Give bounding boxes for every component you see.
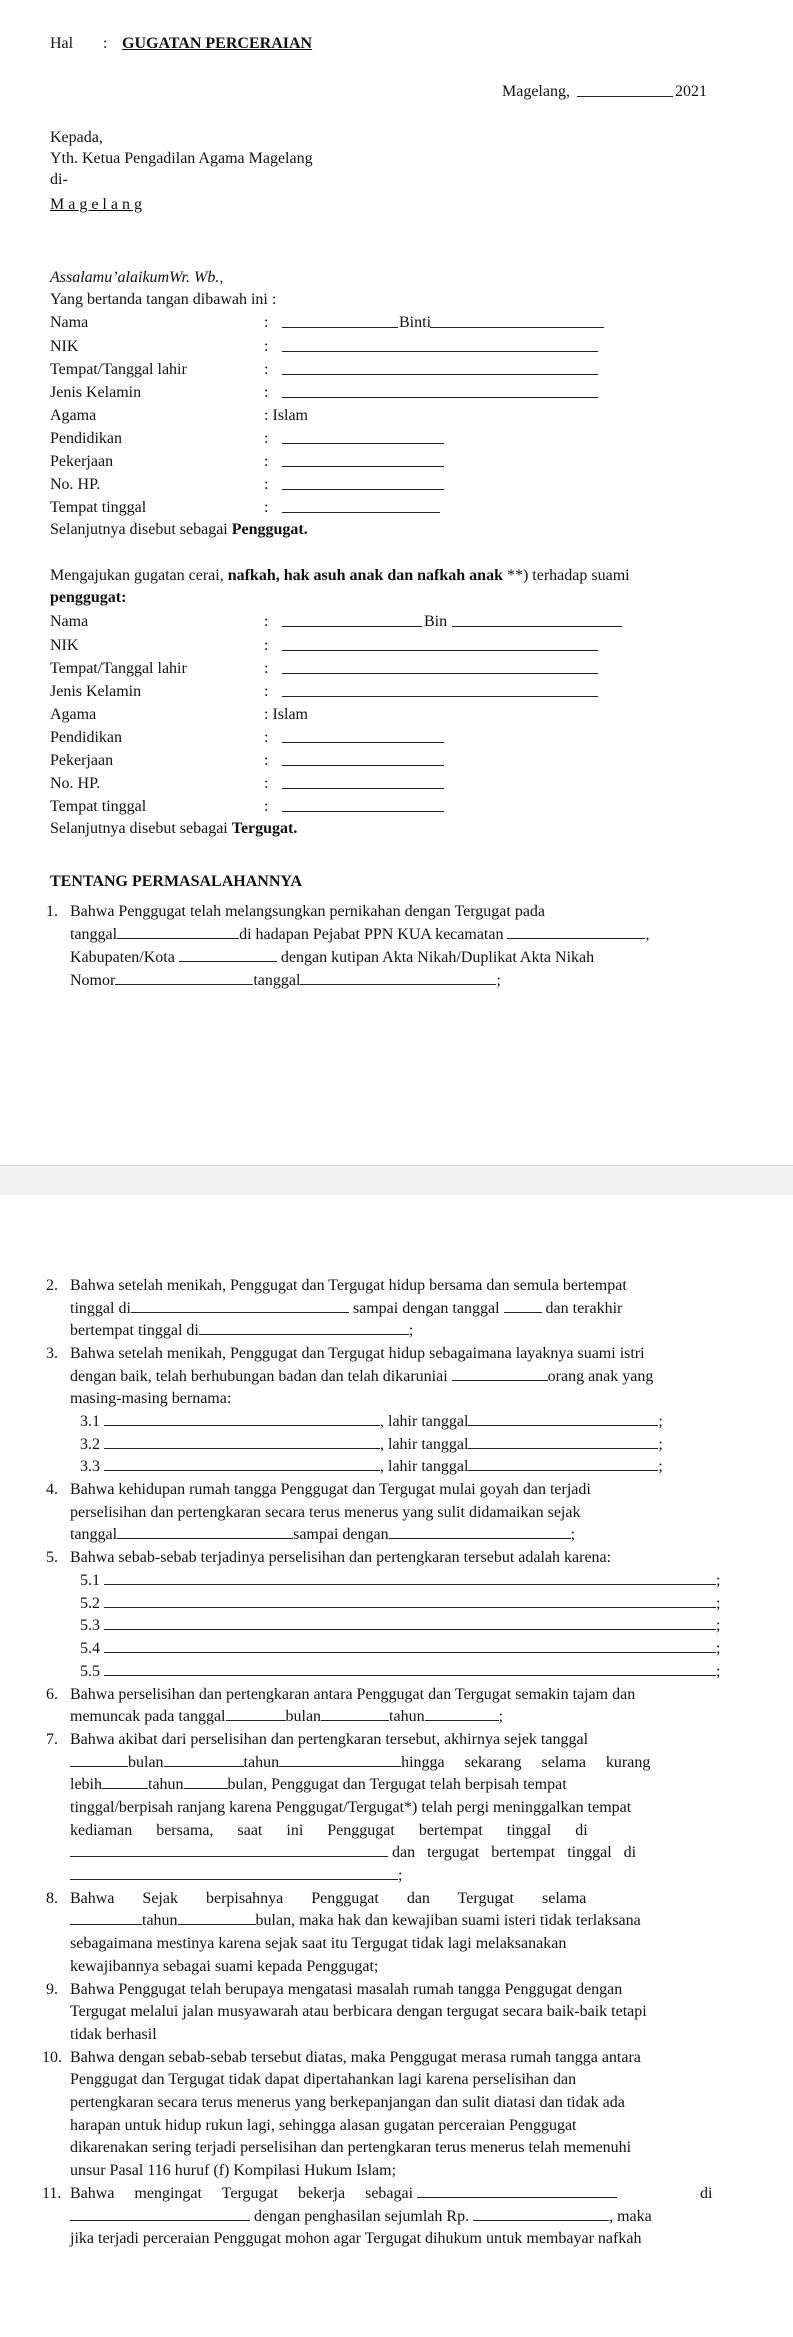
plaintiff-label-agama: Agama (50, 407, 97, 424)
item-2-line-2 (70, 1299, 622, 1319)
item-9-line-1: Bahwa Penggugat telah berupaya mengatasi masalah rumah tangga Penggugat dengan (70, 1981, 623, 1998)
item-number: 7. (46, 1731, 58, 1748)
text: ; (498, 1708, 504, 1725)
plaintiff-label-gender: Jenis Kelamin (50, 384, 142, 401)
document-page-1 (0, 0, 793, 1165)
text: ; (658, 1413, 663, 1430)
text: ; (716, 1595, 721, 1612)
item-number: 3. (46, 1345, 58, 1362)
text: tinggal di (70, 1300, 131, 1317)
defendant-education-blank (282, 729, 444, 743)
intro-text: Yang bertanda tangan dibawah ini : (50, 291, 277, 308)
text: 5.1 (80, 1572, 100, 1589)
item-8-line-4: kewajibannya sebagai suami kepada Penggugat; (70, 1958, 379, 1975)
defendant-role: Tergugat. (231, 820, 298, 837)
blank (117, 1525, 293, 1539)
text: tanggal (253, 972, 301, 989)
defendant-ttl-blank (282, 660, 598, 674)
plaintiff-father-blank (430, 314, 604, 328)
text: hingga sekarang selama kurang (401, 1754, 651, 1771)
item-6-line-1: Bahwa perselisihan dan pertengkaran antara Penggugat dan Tergugat semakin tajam dan (70, 1686, 636, 1703)
defendant-label-agama: Agama (50, 706, 97, 723)
blank (199, 1321, 409, 1335)
text: tahun (389, 1708, 425, 1725)
item-10-line-2: Penggugat dan Tergugat tidak dapat dipertahankan lagi karena perselisihan dan (70, 2071, 577, 2088)
text: , lahir tanggal (380, 1458, 469, 1475)
plaintiff-label-education: Pendidikan (50, 430, 122, 447)
text: bulan, Penggugat dan Tergugat telah berpisah tempat (227, 1776, 567, 1793)
text: sampai dengan tanggal (352, 1300, 500, 1317)
item-2-line-1: Bahwa setelah menikah, Penggugat dan Tergugat hidup bersama dan semula bertempat (70, 1277, 627, 1294)
blank (164, 1753, 244, 1767)
blank (504, 1299, 542, 1313)
item-7-line-7 (70, 1866, 402, 1886)
blank (178, 1911, 256, 1925)
hal-colon: : (103, 35, 108, 52)
plaintiff-education-blank (282, 430, 444, 444)
defendant-label-ttl: Tempat/Tanggal lahir (50, 660, 187, 677)
text: bulan, maka hak dan kewajiban suami isteri tidak terlaksana (255, 1912, 641, 1929)
blank (70, 1911, 142, 1925)
letter-year: 2021 (675, 83, 707, 100)
plaintiff-phone-blank (282, 476, 444, 490)
colon: : (264, 613, 269, 630)
text: tanggal (70, 1526, 118, 1543)
colon: : (264, 314, 269, 331)
text: 5.4 (80, 1640, 100, 1657)
item-10-line-3: pertengkaran secara terus menerus yang berkepanjangan dan sulit diatasi dan tidak ada (70, 2094, 625, 2111)
document-page-2 (0, 1195, 793, 2337)
text: 3.2 (80, 1436, 100, 1453)
text: bertempat tinggal di (70, 1322, 199, 1339)
hal-label: Hal (50, 35, 74, 52)
colon: : (264, 660, 269, 677)
blank (179, 948, 277, 962)
letter-subject: GUGATAN PERCERAIAN (122, 35, 313, 52)
text: ; (716, 1617, 721, 1634)
item-number: 6. (46, 1686, 58, 1703)
blank (70, 1753, 128, 1767)
text: 5.2 (80, 1595, 100, 1612)
item-10-line-4: harapan untuk hidup rukun lagi, sehingga alasan gugatan perceraian Penggugat (70, 2117, 577, 2134)
blank (226, 1707, 286, 1721)
colon: : (264, 499, 269, 516)
text: tanggal (70, 926, 118, 943)
plaintiff-name-blank (282, 314, 398, 328)
blank (104, 1639, 716, 1653)
colon: : (264, 775, 269, 792)
item-7-line-2 (70, 1753, 650, 1773)
text: dengan kutipan Akta Nikah/Duplikat Akta Nikah (280, 949, 595, 966)
blank (70, 2207, 250, 2221)
plaintiff-nik-blank (282, 338, 598, 352)
colon: : (264, 384, 269, 401)
plaintiff-label-phone: No. HP. (50, 476, 101, 493)
item-number: 1. (46, 903, 58, 920)
text: 5.5 (80, 1663, 100, 1680)
plaintiff-label-job: Pekerjaan (50, 453, 114, 470)
item-number: 4. (46, 1481, 58, 1498)
text: memuncak pada tanggal (70, 1708, 226, 1725)
plaintiff-label-address: Tempat tinggal (50, 499, 147, 516)
item-3-line-2 (70, 1367, 653, 1387)
plaintiff-label-ttl: Tempat/Tanggal lahir (50, 361, 187, 378)
blank (300, 971, 496, 985)
blank (104, 1616, 716, 1630)
item-7-line-1: Bahwa akibat dari perselisihan dan pertengkaran tersebut, akhirnya sejek tanggal (70, 1731, 589, 1748)
defendant-label-job: Pekerjaan (50, 752, 114, 769)
blank (468, 1412, 658, 1426)
item-7-line-6 (70, 1843, 636, 1863)
plaintiff-label-nik: NIK (50, 338, 79, 355)
defendant-phone-blank (282, 775, 444, 789)
colon: : (264, 637, 269, 654)
text: ; (658, 1436, 663, 1453)
plaintiff-closing-text: Selanjutnya disebut sebagai (50, 521, 232, 538)
text: tahun (142, 1912, 178, 1929)
plaintiff-closing (50, 520, 308, 540)
letter-place: Magelang, (502, 83, 570, 100)
defendant-address-blank (282, 798, 444, 812)
blank (507, 925, 645, 939)
defendant-job-blank (282, 752, 444, 766)
item-3-line-1: Bahwa setelah menikah, Penggugat dan Tergugat hidup sebagaimana layaknya suami istri (70, 1345, 645, 1362)
plaintiff-agama-value: : Islam (264, 407, 308, 424)
blank (389, 1525, 571, 1539)
plaintiff-address-blank (282, 499, 440, 513)
colon: : (264, 476, 269, 493)
recipient-name: Yth. Ketua Pengadilan Agama Magelang (50, 150, 313, 167)
plaintiff-role: Penggugat. (231, 521, 308, 538)
blank (104, 1435, 380, 1449)
item-11-line-1 (70, 2184, 617, 2204)
item-7-line-4: tinggal/berpisah ranjang karena Penggugat/Tergugat*) telah pergi meninggalkan tempat (70, 1799, 632, 1816)
plaintiff-label-nama: Nama (50, 314, 89, 331)
reason-row (80, 1662, 720, 1682)
blank (468, 1435, 658, 1449)
item-1-line-2 (70, 925, 649, 945)
blank (70, 1866, 398, 1880)
section-title: TENTANG PERMASALAHANNYA (50, 873, 303, 890)
defendant-father-blank (452, 613, 622, 627)
text: tahun (243, 1754, 280, 1771)
reason-row (80, 1616, 720, 1636)
text: bulan (285, 1708, 322, 1725)
defendant-label-phone: No. HP. (50, 775, 101, 792)
item-4-line-2: perselisihan dan pertengkaran secara terus menerus yang sulit didamaikan sejak (70, 1504, 581, 1521)
plaintiff-gender-blank (282, 384, 598, 398)
text: ; (716, 1572, 721, 1589)
text: dan tergugat bertempat tinggal di (392, 1844, 637, 1861)
blank (468, 1457, 658, 1471)
defendant-nik-blank (282, 637, 598, 651)
text: , (645, 926, 650, 943)
page-break (0, 1165, 793, 1197)
item-1-line-3 (70, 948, 594, 968)
child-row (80, 1412, 663, 1432)
text: dengan penghasilan sejumlah Rp. (254, 2208, 470, 2225)
text: 3.3 (80, 1458, 100, 1475)
date-blank (577, 83, 673, 97)
plaintiff-ttl-blank (282, 361, 598, 375)
text: ; (716, 1640, 721, 1657)
item-number: 8. (46, 1890, 58, 1907)
reason-row (80, 1571, 720, 1591)
defendant-label-gender: Jenis Kelamin (50, 683, 142, 700)
blank (70, 1843, 388, 1857)
item-1-line-4 (70, 971, 501, 991)
item-number: 10. (42, 2049, 62, 2066)
text: ; (570, 1526, 576, 1543)
plaintiff-job-blank (282, 453, 444, 467)
item-8-line-1: Bahwa Sejak berpisahnya Penggugat dan Tergugat selama (70, 1890, 587, 1907)
item-9-line-2: Tergugat melalui jalan musyawarah atau berbicara dengan tergugat secara baik-baik tetapi (70, 2003, 647, 2020)
item-11-line-2 (70, 2207, 652, 2227)
colon: : (264, 361, 269, 378)
blank (279, 1753, 401, 1767)
recipient-city: M a g e l a n g (50, 196, 142, 213)
colon: : (264, 683, 269, 700)
item-1-line-1: Bahwa Penggugat telah melangsungkan pernikahan dengan Tergugat pada (70, 903, 546, 920)
item-2-line-3 (70, 1321, 413, 1341)
plaintiff-binti: Binti (399, 314, 432, 331)
reason-row (80, 1594, 720, 1614)
colon: : (264, 752, 269, 769)
item-8-line-2 (70, 1911, 641, 1931)
text: sampai dengan (293, 1526, 389, 1543)
claim-text-a: Mengajukan gugatan cerai, (50, 567, 228, 584)
text: ; (716, 1663, 721, 1680)
text: lebih (70, 1776, 102, 1793)
text: , lahir tanggal (380, 1413, 469, 1430)
item-8-line-3: sebagaimana mestinya karena sejak saat itu Tergugat tidak lagi melaksanakan (70, 1935, 567, 1952)
item-10-line-6: unsur Pasal 116 huruf (f) Kompilasi Hukum Islam; (70, 2162, 397, 2179)
text: dengan baik, telah berhubungan badan dan telah dikaruniai (70, 1368, 448, 1385)
text: tahun (148, 1776, 184, 1793)
item-4-line-1: Bahwa kehidupan rumah tangga Penggugat dan Tergugat mulai goyah dan terjadi (70, 1481, 591, 1498)
blank (184, 1775, 228, 1789)
colon: : (264, 338, 269, 355)
blank (104, 1594, 716, 1608)
text: Nomor (70, 972, 116, 989)
blank (131, 1299, 349, 1313)
blank (115, 971, 253, 985)
item-4-line-3 (70, 1525, 575, 1545)
defendant-closing (50, 819, 297, 839)
item-11-line-1-di: di (700, 2185, 713, 2202)
item-7-line-3 (70, 1775, 567, 1795)
reason-row (80, 1639, 720, 1659)
child-row (80, 1435, 663, 1455)
defendant-bin: Bin (424, 613, 448, 630)
blank (117, 925, 239, 939)
text: Bahwa mengingat Tergugat bekerja sebagai (70, 2185, 414, 2202)
child-row (80, 1457, 663, 1477)
item-5-line-1: Bahwa sebab-sebab terjadinya perselisihan dan pertengkaran tersebut adalah karena: (70, 1549, 612, 1566)
item-10-line-1: Bahwa dengan sebab-sebab tersebut diatas, maka Penggugat merasa rumah tangga antara (70, 2049, 641, 2066)
text: 5.3 (80, 1617, 100, 1634)
colon: : (264, 430, 269, 447)
defendant-gender-blank (282, 683, 598, 697)
item-9-line-3: tidak berhasil (70, 2026, 157, 2043)
item-3-line-3: masing-masing bernama: (70, 1390, 232, 1407)
claim-text-b: nafkah, hak asuh anak dan nafkah anak (227, 567, 503, 584)
blank (104, 1662, 716, 1676)
text: orang anak yang (547, 1368, 654, 1385)
defendant-agama-value: : Islam (264, 706, 308, 723)
claim-line-1 (50, 566, 713, 586)
text: , maka (609, 2208, 652, 2225)
colon: : (264, 798, 269, 815)
item-number: 9. (46, 1981, 58, 1998)
greeting: Assalamu’alaikumWr. Wb., (50, 269, 224, 286)
item-number: 2. (46, 1277, 58, 1294)
recipient-di: di- (50, 171, 68, 188)
text: 3.1 (80, 1413, 100, 1430)
text: ; (658, 1458, 663, 1475)
blank (102, 1775, 148, 1789)
item-number: 11. (42, 2185, 62, 2202)
colon: : (264, 453, 269, 470)
item-number: 5. (46, 1549, 58, 1566)
text: bulan (128, 1754, 164, 1771)
item-6-line-2 (70, 1707, 503, 1727)
item-7-line-5: kediaman bersama, saat ini Penggugat bertempat tinggal di (70, 1822, 588, 1839)
blank (321, 1707, 389, 1721)
blank (104, 1571, 716, 1585)
item-11-line-3: jika terjadi perceraian Penggugat mohon agar Tergugat dihukum untuk membayar nafkah (70, 2230, 642, 2247)
blank (104, 1457, 380, 1471)
item-10-line-5: dikarenakan sering terjadi perselisihan dan pertengkaran terus menerus telah memenuhi (70, 2139, 632, 2156)
text: ; (496, 972, 501, 989)
colon: : (264, 729, 269, 746)
defendant-label-nik: NIK (50, 637, 79, 654)
blank (425, 1707, 499, 1721)
claim-line-2: penggugat: (50, 589, 127, 606)
text: , lahir tanggal (380, 1436, 469, 1453)
blank (473, 2207, 609, 2221)
text: ; (398, 1867, 403, 1884)
recipient-kepada: Kepada, (50, 129, 103, 146)
defendant-name-blank (282, 613, 422, 627)
blank (452, 1367, 548, 1381)
blank (104, 1412, 380, 1426)
defendant-label-education: Pendidikan (50, 729, 122, 746)
text: dan terakhir (545, 1300, 623, 1317)
claim-text-c: **) terhadap suami (502, 567, 630, 584)
text: Kabupaten/Kota (70, 949, 175, 966)
text: di hadapan Pejabat PPN KUA kecamatan (239, 926, 504, 943)
text: ; (408, 1322, 414, 1339)
blank (417, 2184, 617, 2198)
defendant-label-address: Tempat tinggal (50, 798, 147, 815)
defendant-label-nama: Nama (50, 613, 89, 630)
defendant-closing-text: Selanjutnya disebut sebagai (50, 820, 232, 837)
